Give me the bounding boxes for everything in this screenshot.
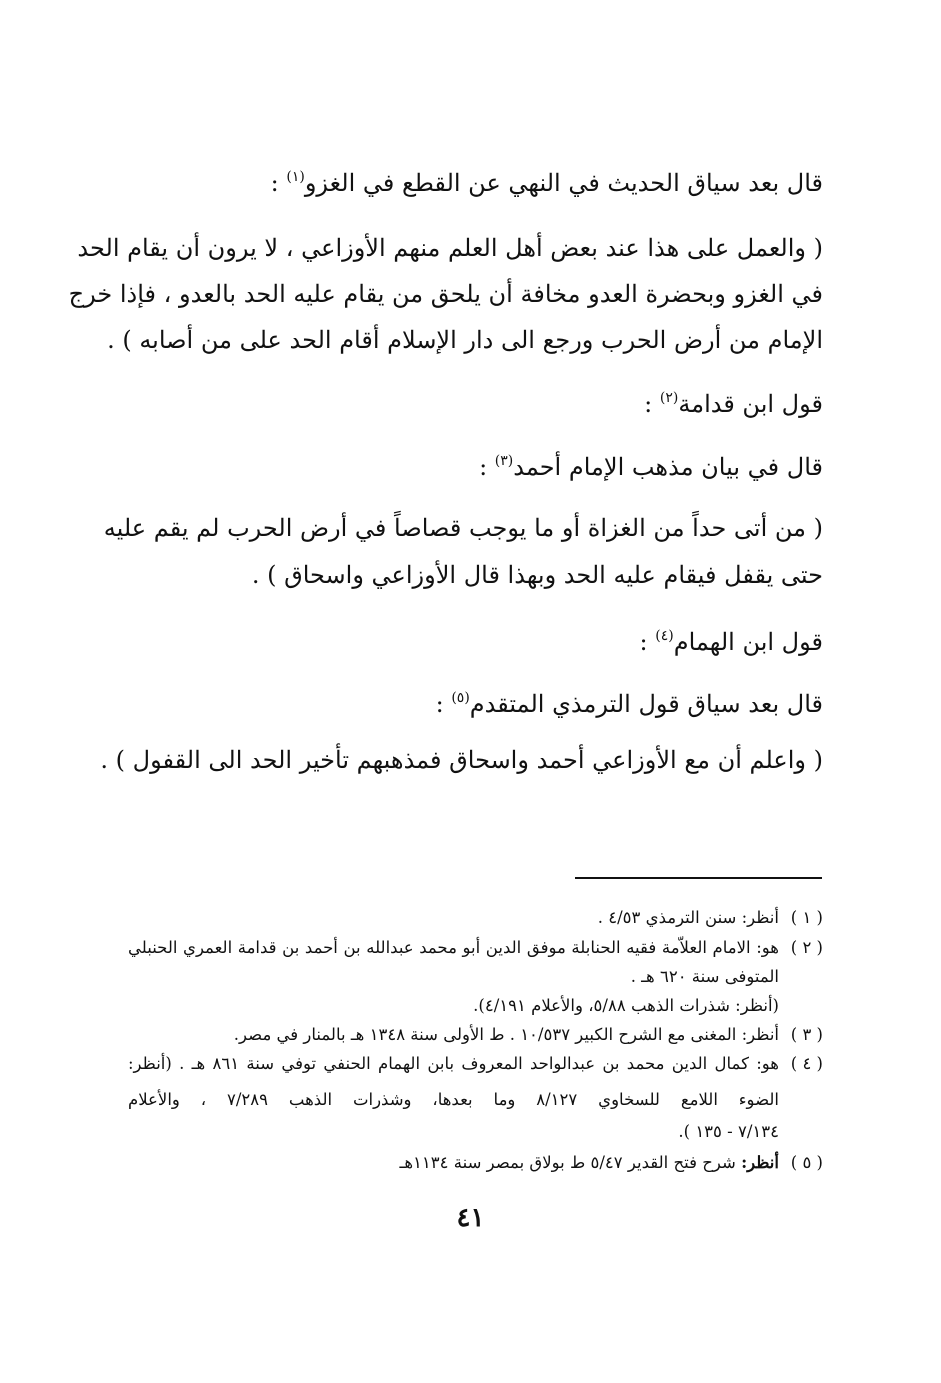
footnote-ref-2[interactable]: (٢): [659, 390, 679, 406]
footnote-text: أنظر: سنن الترمذي ٤/٥٣ .: [597, 908, 779, 927]
body-line-11: ( واعلم أن مع الأوزاعي أحمد واسحاق فمذهبهم تأخير الحد الى القفول ) .: [100, 746, 823, 774]
footnote-4: [0, 1053, 941, 1075]
footnote-3: [0, 1024, 941, 1046]
footnote-text: الضوء اللامع للسخاوي ٨/١٢٧ وما بعدها، وشذرات الذهب ٧/٢٨٩ ، والأعلام: [128, 1090, 779, 1109]
body-text: قال بعد سياق قول الترمذي المتقدم: [469, 690, 823, 718]
footnote-text: أنظر: المغنى مع الشرح الكبير ١٠/٥٣٧ . ط الأولى سنة ١٣٤٨ هـ بالمنار في مصر.: [233, 1025, 779, 1044]
footnote-text: [400, 1152, 780, 1174]
body-text: :: [270, 169, 287, 197]
body-line-5: [644, 389, 823, 419]
footnote-text: شرح فتح القدير ٥/٤٧ ط بولاق بمصر سنة ١١٣٤هـ: [399, 1153, 742, 1172]
footnote-number: ( ٢ ): [790, 938, 823, 957]
footnote-separator: [575, 877, 822, 879]
body-line-9: [640, 627, 823, 657]
body-line-2: ( والعمل على هذا عند بعض أهل العلم منهم الأوزاعي ، لا يرون أن يقام الحد: [77, 234, 823, 262]
footnote-text: ٧/١٣٤ - ١٣٥ ).: [678, 1122, 779, 1141]
footnote-text: هو: كمال الدين محمد بن عبدالواحد المعروف بابن الهمام الحنفي توفي سنة ٨٦١ هـ . (أنظر:: [128, 1054, 780, 1073]
body-text: :: [639, 628, 656, 656]
footnote-5: [0, 1152, 941, 1174]
body-line-4: الإمام من أرض الحرب ورجع الى دار الإسلام أقام الحد على من أصابه ) .: [107, 326, 823, 354]
page-number: ٤١: [456, 1203, 485, 1233]
body-text: قول ابن قدامة: [678, 390, 823, 418]
footnote-ref-5[interactable]: (٥): [451, 690, 470, 706]
body-line-8: حتى يقفل فيقام عليه الحد وبهذا قال الأوزاعي واسحاق ) .: [251, 561, 823, 589]
body-text: :: [479, 453, 495, 481]
footnote-number: ( ٣ ): [790, 1025, 823, 1044]
body-text: قال في بيان مذهب الإمام أحمد: [513, 453, 823, 481]
body-text: قال بعد سياق الحديث في النهي عن القطع في الغزو: [304, 169, 823, 197]
footnote-number: ( ١ ): [790, 908, 823, 927]
footnote-ref-3[interactable]: (٣): [494, 453, 514, 469]
footnote-1: [0, 907, 941, 929]
footnote-4-cont: [0, 1089, 941, 1111]
body-line-1: [271, 168, 823, 198]
footnote-number: ( ٤ ): [790, 1054, 823, 1073]
body-text: قول ابن الهمام: [673, 628, 823, 656]
footnote-text: (أنظر: شذرات الذهب ٥/٨٨، والأعلام ٤/١٩١).: [473, 996, 779, 1015]
body-line-3: في الغزو وبحضرة العدو مخافة أن يلحق من يقام عليه الحد بالعدو ، فإذا خرج: [68, 280, 823, 308]
body-line-7: ( من أتى حداً من الغزاة أو ما يوجب قصاصاً في أرض الحرب لم يقم عليه: [103, 514, 823, 542]
footnote-ref-1[interactable]: (١): [286, 169, 305, 185]
footnote-4-end: [0, 1121, 941, 1143]
footnote-ref-4[interactable]: (٤): [655, 628, 674, 644]
body-text: :: [644, 390, 660, 418]
footnote-number: ( ٥ ): [790, 1153, 823, 1172]
footnote-2: [0, 937, 941, 959]
footnote-text: المتوفى سنة ٦٢٠ هـ .: [630, 967, 779, 986]
body-text: :: [435, 690, 452, 718]
footnote-text: هو: الامام العلاّمة فقيه الحنابلة موفق الدين أبو محمد عبدالله بن أحمد بن قدامة العمري الحنبلي: [128, 938, 779, 957]
footnote-2-cont: [0, 966, 941, 988]
footnote-label: أنظر:: [741, 1153, 779, 1172]
footnote-2-ref: [0, 995, 941, 1017]
body-line-6: [479, 452, 823, 482]
body-line-10: [436, 689, 823, 719]
